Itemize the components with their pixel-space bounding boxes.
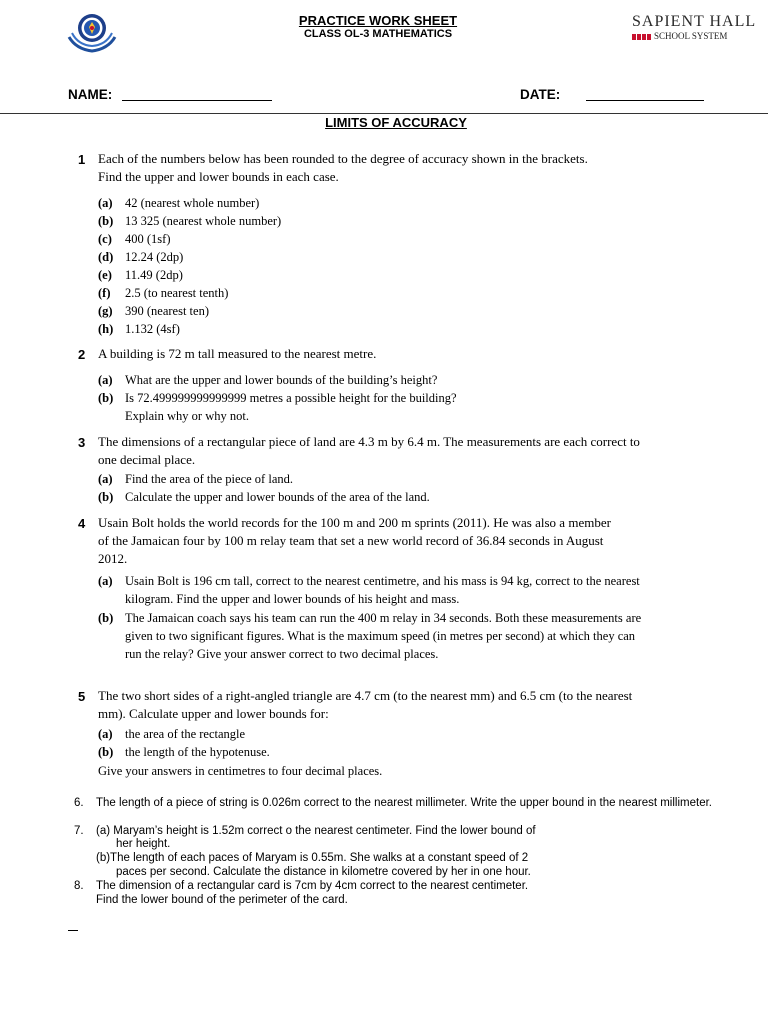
question-2-text: A building is 72 m tall measured to the nearest metre. xyxy=(98,346,377,361)
question-3-part: (a) Find the area of the piece of land. xyxy=(98,472,293,486)
question-1-part: (c) 400 (1sf) xyxy=(98,232,171,246)
brand-name: SAPIENT HALL xyxy=(632,13,757,30)
question-1-text: Each of the numbers below has been rounded to the degree of accuracy shown in the brackets. Find the upper and lower bounds in each case. xyxy=(98,151,588,184)
question-7a-line: (a) Maryam’s height is 1.52m correct o the nearest centimeter. Find the lower bound of xyxy=(96,825,536,837)
date-label: DATE: xyxy=(520,87,561,102)
question-4-part: (a) Usain Bolt is 196 cm tall, correct to the nearest centimetre, and his mass is 94 kg, correct to the nearest kilogram. Find the upper and lower bounds of his height and mass. xyxy=(98,574,640,606)
question-1-part: (g) 390 (nearest ten) xyxy=(98,304,209,318)
question-5-footer: Give your answers in centimetres to four decimal places. xyxy=(98,764,383,778)
question-3-number: 3 xyxy=(78,435,86,450)
question-4-number: 4 xyxy=(78,516,86,531)
question-6-text: The length of a piece of string is 0.026m correct to the nearest millimeter. Write the upper bound in the nearest millimeter. xyxy=(96,797,712,809)
question-3-part: (b) Calculate the upper and lower bounds of the area of the land. xyxy=(98,490,430,504)
brand-subtitle: SCHOOL SYSTEM xyxy=(632,31,727,41)
question-3-text: The dimensions of a rectangular piece of land are 4.3 m by 6.4 m. The measurements are each correct to one decimal place. xyxy=(98,434,640,467)
question-4-part: (b) The Jamaican coach says his team can run the 400 m relay in 34 seconds. Both these measurements are given to two significant figures. What is the maximum speed (in metres per second) at which they can run the relay? Give your answer correct to two decimal places. xyxy=(98,611,642,661)
question-8-number: 8. xyxy=(74,880,84,892)
name-blank-line xyxy=(122,100,272,101)
question-7a-line: her height. xyxy=(116,838,171,850)
end-mark xyxy=(68,930,78,931)
question-1-part: (h) 1.132 (4sf) xyxy=(98,322,180,336)
brand-bars-icon xyxy=(632,34,652,40)
question-2-part: (a) What are the upper and lower bounds of the building’s height? xyxy=(98,373,438,387)
worksheet-title: PRACTICE WORK SHEET xyxy=(298,13,458,28)
question-5-number: 5 xyxy=(78,689,86,704)
name-label: NAME: xyxy=(68,87,113,102)
question-2-part: (b) Is 72.499999999999999 metres a possible height for the building? xyxy=(98,391,457,405)
question-1-part: (b) 13 325 (nearest whole number) xyxy=(98,214,282,228)
question-1-part: (a) 42 (nearest whole number) xyxy=(98,196,260,210)
question-2-part-continuation: Explain why or why not. xyxy=(125,409,249,423)
question-5-text: The two short sides of a right-angled triangle are 4.7 cm (to the nearest mm) and 6.5 cm (to the nearest mm). Calculate upper and lower bounds for: xyxy=(98,688,633,721)
question-1-part: (d) 12.24 (2dp) xyxy=(98,250,184,264)
question-2-number: 2 xyxy=(78,347,86,362)
question-4-text: Usain Bolt holds the world records for the 100 m and 200 m sprints (2011). He was also a member of the Jamaican four by 100 m relay team that set a new world record of 36.84 seconds in August 2012. xyxy=(98,515,611,566)
question-5-part: (b) the length of the hypotenuse. xyxy=(98,745,270,759)
section-title: LIMITS OF ACCURACY xyxy=(325,115,467,130)
question-1-part: (f) 2.5 (to nearest tenth) xyxy=(98,286,229,300)
question-5-part: (a) the area of the rectangle xyxy=(98,727,246,741)
question-8-line: The dimension of a rectangular card is 7cm by 4cm correct to the nearest centimeter. xyxy=(96,880,529,892)
class-subtitle: CLASS OL-3 MATHEMATICS xyxy=(303,28,453,40)
question-6-number: 6. xyxy=(74,797,84,809)
question-1-part: (e) 11.49 (2dp) xyxy=(98,268,183,282)
date-blank-line xyxy=(586,100,704,101)
question-7-number: 7. xyxy=(74,825,84,837)
question-1-number: 1 xyxy=(78,152,86,167)
question-8-line: Find the lower bound of the perimeter of the card. xyxy=(96,894,348,906)
question-7b-line: paces per second. Calculate the distance in kilometre covered by her in one hour. xyxy=(116,866,531,878)
header-divider xyxy=(0,113,768,114)
question-7b-line: (b)The length of each paces of Maryam is 0.55m. She walks at a constant speed of 2 xyxy=(96,852,529,864)
